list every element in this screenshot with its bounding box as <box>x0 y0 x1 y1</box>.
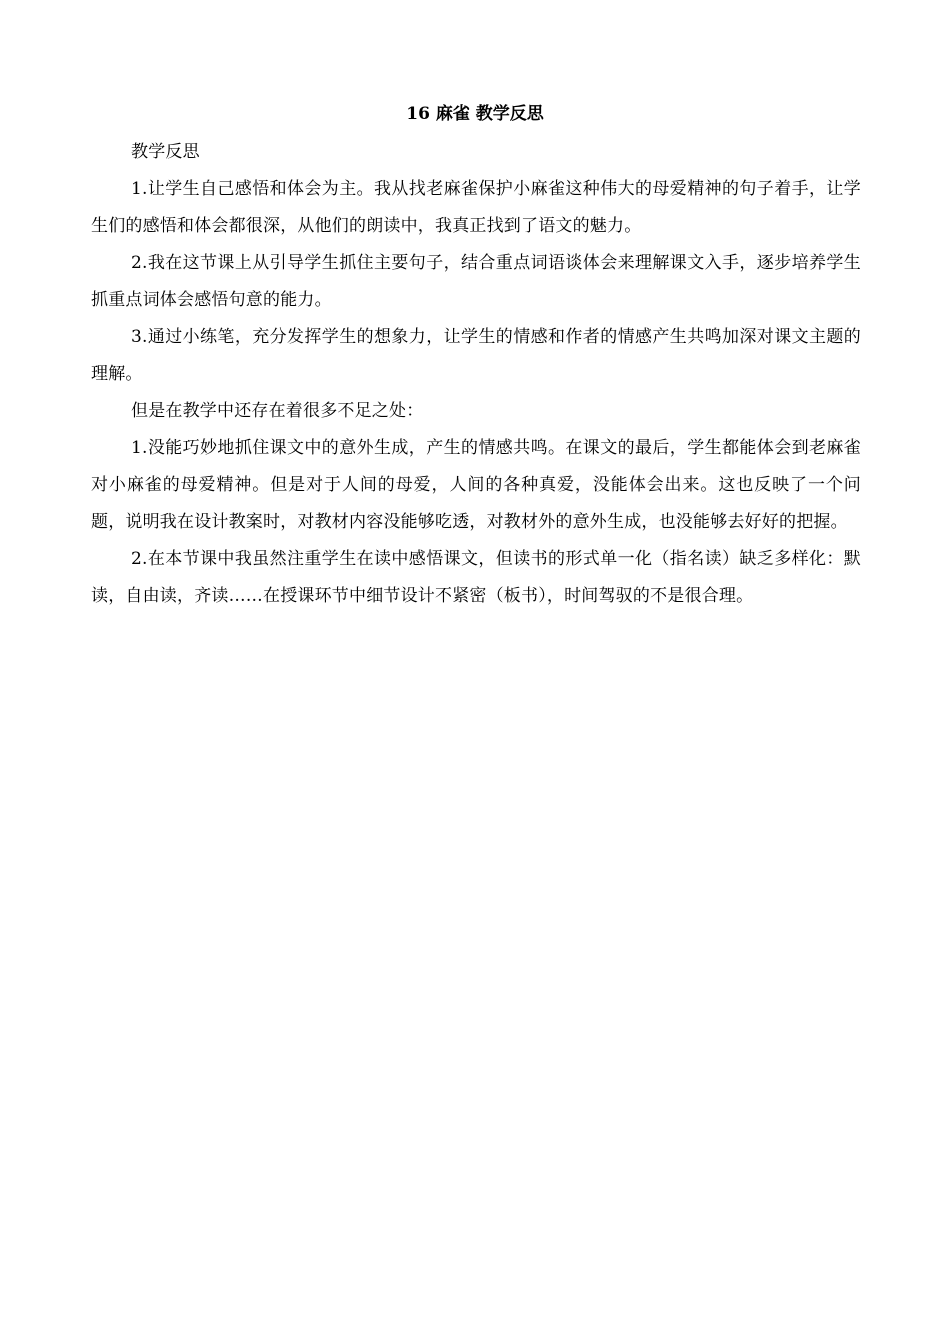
paragraph-point-2: 2.我在这节课上从引导学生抓住主要句子，结合重点词语谈体会来理解课文入手，逐步培养学生抓重点词体会感悟句意的能力。 <box>91 253 861 310</box>
document-body <box>91 134 861 615</box>
paragraph-point-1: 1.让学生自己感悟和体会为主。我从找老麻雀保护小麻雀这种伟大的母爱精神的句子着手，让学生们的感悟和体会都很深，从他们的朗读中，我真正找到了语文的魅力。 <box>91 179 861 236</box>
paragraph-point-3: 3.通过小练笔，充分发挥学生的想象力，让学生的情感和作者的情感产生共鸣加深对课文主题的理解。 <box>91 327 861 384</box>
document-title: 16 麻雀 教学反思 <box>406 104 544 124</box>
paragraph-shortcoming-2: 2.在本节课中我虽然注重学生在读中感悟课文，但读书的形式单一化（指名读）缺乏多样化：默读，自由读，齐读……在授课环节中细节设计不紧密（板书），时间驾驭的不是很合理。 <box>91 549 861 606</box>
paragraph-shortcomings-intro: 但是在教学中还存在着很多不足之处： <box>131 401 424 421</box>
paragraph-heading: 教学反思 <box>131 142 200 162</box>
paragraph-shortcoming-1: 1.没能巧妙地抓住课文中的意外生成，产生的情感共鸣。在课文的最后，学生都能体会到老麻雀对小麻雀的母爱精神。但是对于人间的母爱，人间的各种真爱，没能体会出来。这也反映了一个问题，说明我在设计教案时，对教材内容没能够吃透，对教材外的意外生成，也没能够去好好的把握。 <box>91 438 861 532</box>
